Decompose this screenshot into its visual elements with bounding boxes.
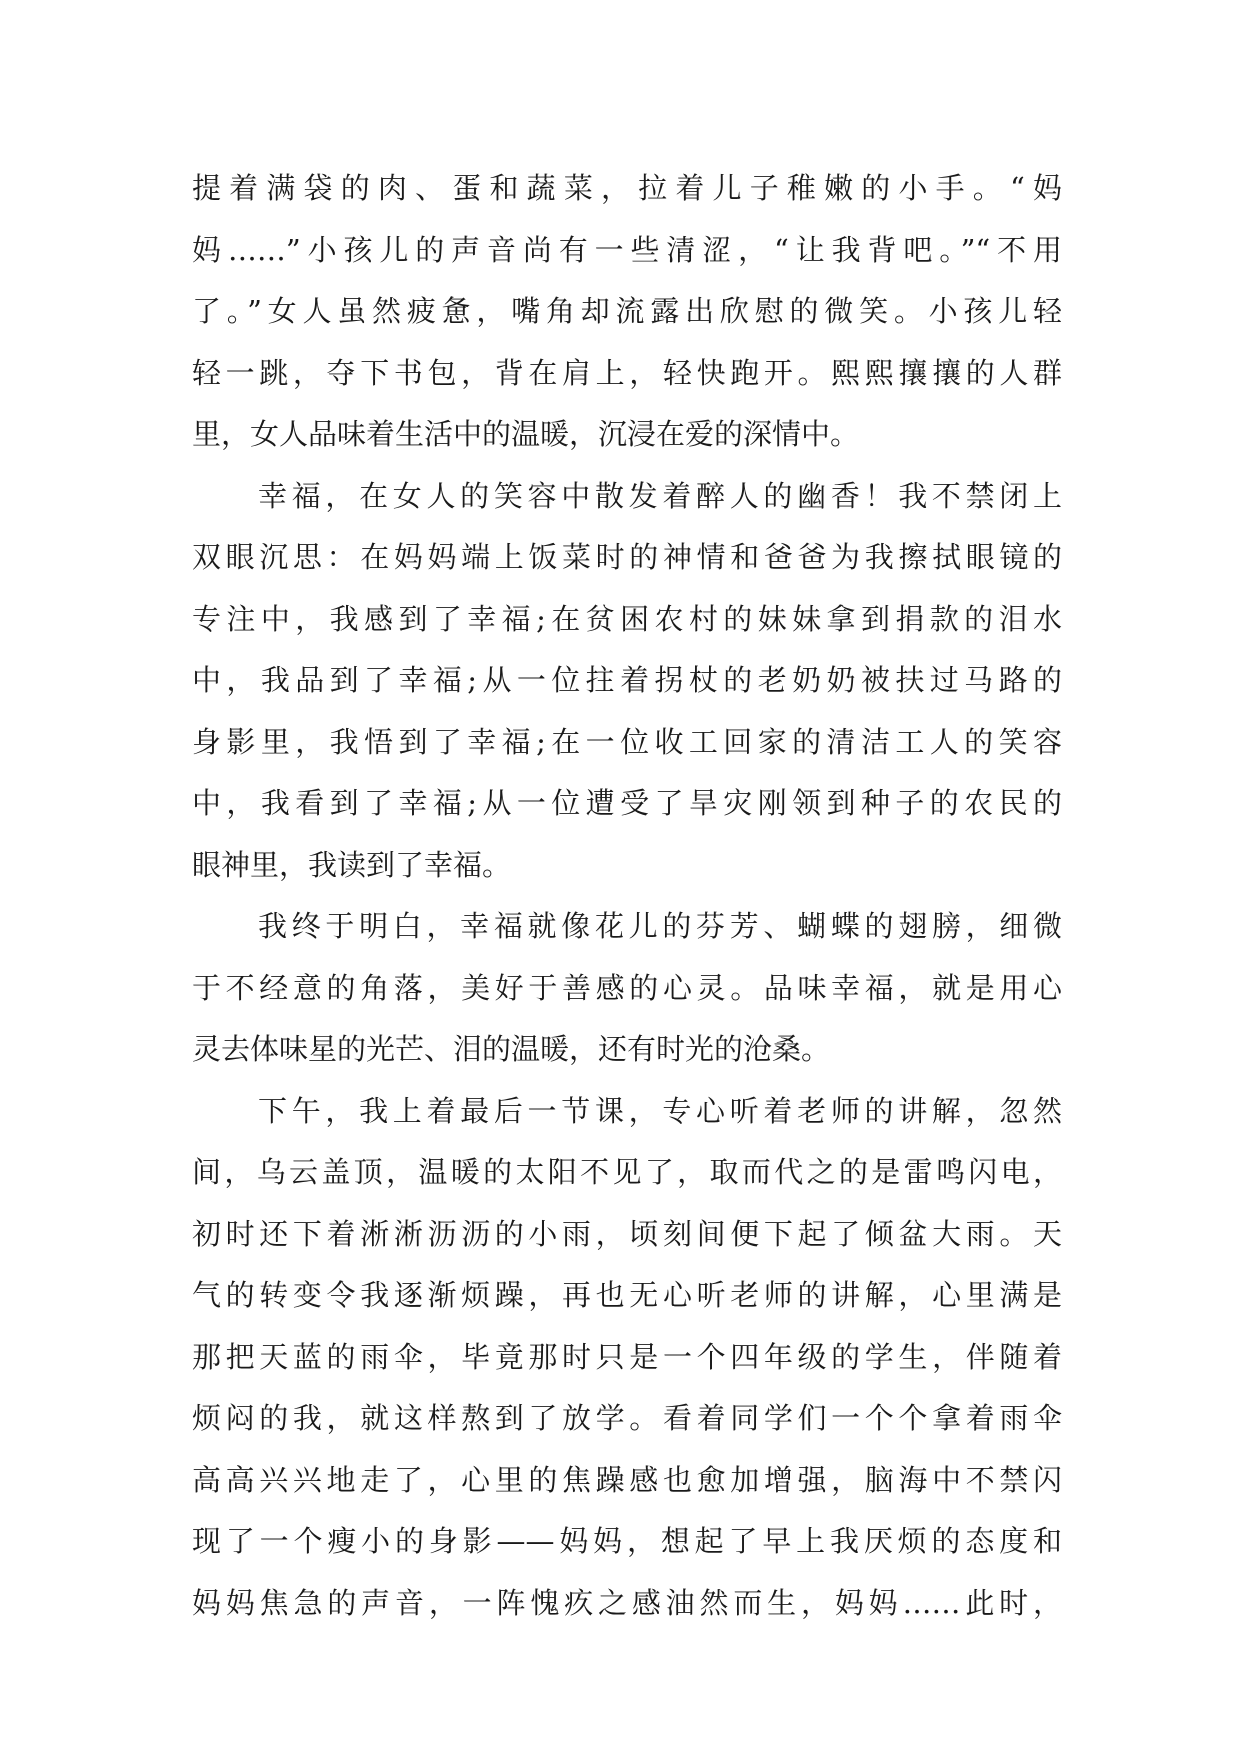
text-line: 初时还下着淅淅沥沥的小雨，顷刻间便下起了倾盆大雨。天 bbox=[192, 1216, 1062, 1251]
text-line: 高高兴兴地走了，心里的焦躁感也愈加增强，脑海中不禁闪 bbox=[192, 1462, 1062, 1497]
text-line: 间，乌云盖顶，温暖的太阳不见了，取而代之的是雷鸣闪电， bbox=[192, 1155, 1062, 1189]
text-line: 了。”女人虽然疲惫，嘴角却流露出欣慰的微笑。小孩儿轻 bbox=[192, 294, 1062, 328]
text-line: 妈……”小孩儿的声音尚有一些清涩，“让我背吧。”“不用 bbox=[192, 232, 1062, 267]
text-line: 中，我看到了幸福;从一位遭受了旱灾刚领到种子的农民的 bbox=[192, 786, 1062, 820]
text-line: 妈妈焦急的声音，一阵愧疚之感油然而生，妈妈……此时， bbox=[192, 1585, 1062, 1620]
text-line: 专注中，我感到了幸福;在贫困农村的妹妹拿到捐款的泪水 bbox=[192, 601, 1062, 636]
text-line: 轻一跳，夺下书包，背在肩上，轻快跑开。熙熙攘攘的人群 bbox=[192, 355, 1062, 390]
text-line: 灵去体味星的光芒、泪的温暖，还有时光的沧桑。 bbox=[192, 1032, 831, 1066]
text-line: 烦闷的我，就这样熬到了放学。看着同学们一个个拿着雨伞 bbox=[192, 1401, 1062, 1435]
text-line: 现了一个瘦小的身影——妈妈，想起了早上我厌烦的态度和 bbox=[192, 1524, 1062, 1558]
text-line: 于不经意的角落，美好于善感的心灵。品味幸福，就是用心 bbox=[192, 970, 1062, 1005]
text-line: 里，女人品味着生活中的温暖，沉浸在爱的深情中。 bbox=[192, 417, 860, 451]
text-line: 我终于明白，幸福就像花儿的芬芳、蝴蝶的翅膀，细微 bbox=[258, 909, 1062, 943]
text-line: 下午，我上着最后一节课，专心听着老师的讲解，忽然 bbox=[258, 1093, 1062, 1128]
text-line: 气的转变令我逐渐烦躁，再也无心听老师的讲解，心里满是 bbox=[192, 1278, 1062, 1312]
text-line: 眼神里，我读到了幸福。 bbox=[192, 847, 512, 882]
text-line: 那把天蓝的雨伞，毕竟那时只是一个四年级的学生，伴随着 bbox=[192, 1339, 1062, 1374]
text-line: 中，我品到了幸福;从一位拄着拐杖的老奶奶被扶过马路的 bbox=[192, 663, 1062, 697]
text-line: 身影里，我悟到了幸福;在一位收工回家的清洁工人的笑容 bbox=[192, 724, 1062, 759]
text-line: 幸福，在女人的笑容中散发着醉人的幽香！我不禁闭上 bbox=[258, 478, 1062, 513]
text-line: 双眼沉思：在妈妈端上饭菜时的神情和爸爸为我擦拭眼镜的 bbox=[192, 540, 1062, 574]
text-line: 提着满袋的肉、蛋和蔬菜，拉着儿子稚嫩的小手。“妈 bbox=[192, 171, 1062, 205]
body-text bbox=[192, 158, 1062, 1634]
